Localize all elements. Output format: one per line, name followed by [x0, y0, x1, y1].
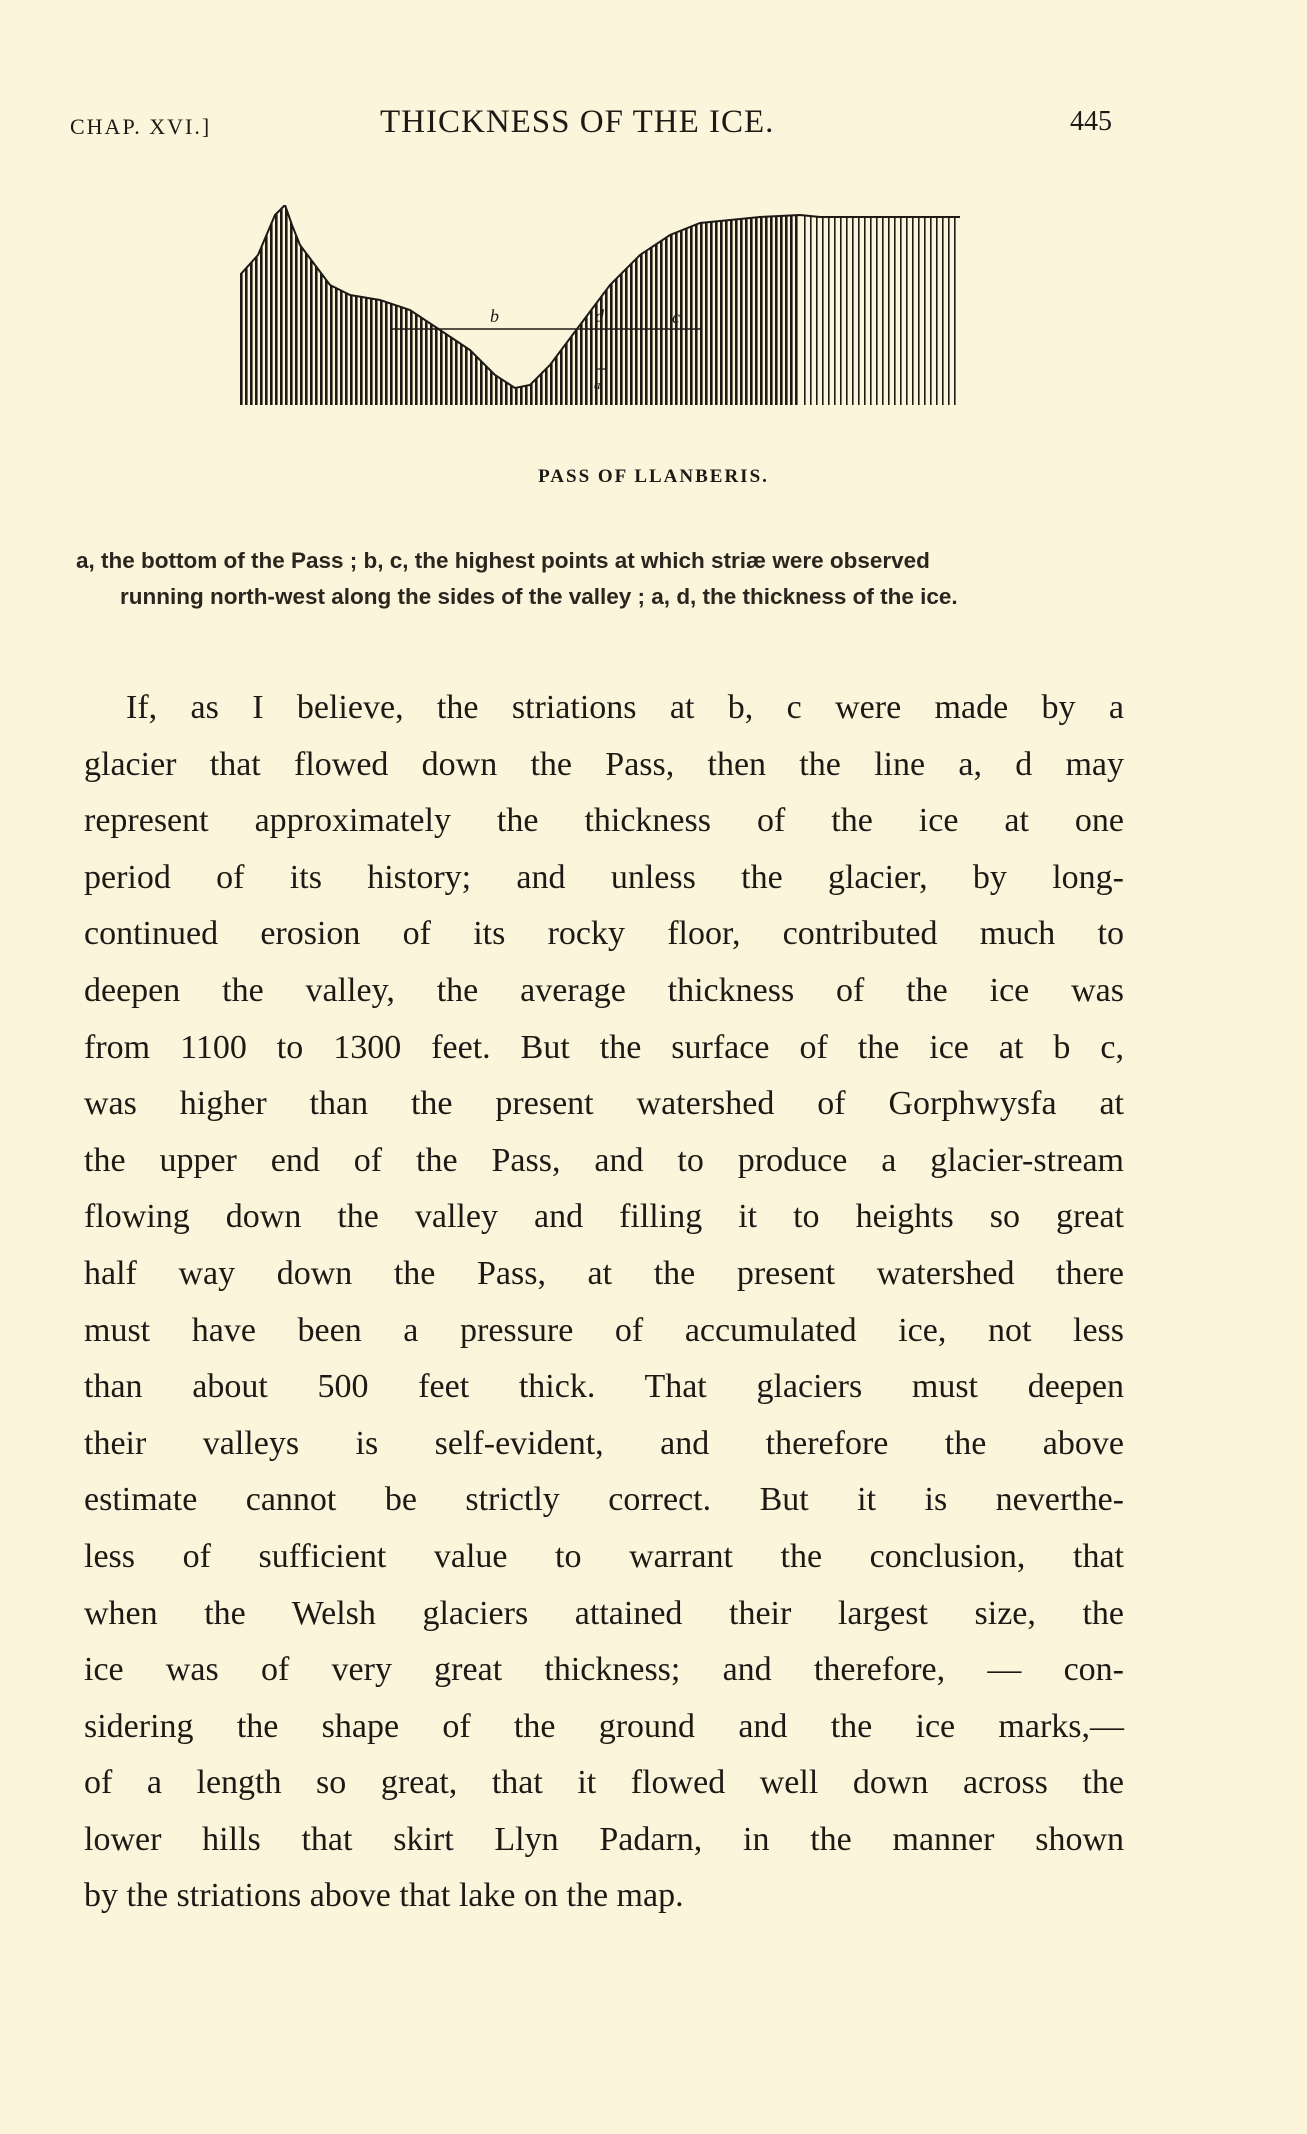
label-b: b: [490, 306, 499, 326]
label-c: c: [672, 307, 680, 327]
body-line: must have been a pressure of accumulated ice, not less: [84, 1311, 1124, 1349]
body-line: deepen the valley, the average thickness of the ice was: [84, 971, 1124, 1009]
valley-cross-section-drawing: [240, 205, 970, 435]
label-a: a: [594, 377, 601, 392]
body-line: of a length so great, that it flowed well down across the: [84, 1764, 1124, 1802]
body-line: their valleys is self-evident, and therefore the above: [84, 1424, 1124, 1462]
body-line: lower hills that skirt Llyn Padarn, in the manner shown: [84, 1820, 1124, 1858]
body-line: ice was of very great thickness; and therefore, — con-: [84, 1651, 1124, 1689]
body-line: glacier that flowed down the Pass, then the line a, d may: [84, 745, 1124, 783]
caption-line-1: a, the bottom of the Pass ; b, c, the highest points at which striæ were observed: [76, 548, 930, 573]
body-line: If, as I believe, the striations at b, c were made by a: [126, 689, 1124, 726]
body-line: sidering the shape of the ground and the ice marks,—: [84, 1707, 1124, 1745]
body-line: from 1100 to 1300 feet. But the surface of the ice at b c,: [84, 1028, 1124, 1066]
body-line: period of its history; and unless the glacier, by long-: [84, 858, 1124, 896]
body-line: was higher than the present watershed of Gorphwysfa at: [84, 1085, 1124, 1123]
chapter-marker: CHAP. XVI.]: [70, 114, 212, 139]
running-title: THICKNESS OF THE ICE.: [380, 104, 775, 140]
caption-line-2: running north-west along the sides of the valley ; a, d, the thickness of the ice.: [120, 584, 958, 609]
body-line: half way down the Pass, at the present watershed there: [84, 1254, 1124, 1292]
figure-title: PASS OF LLANBERIS.: [538, 466, 769, 487]
figure-caption: [76, 543, 1126, 615]
running-head: [70, 104, 1112, 144]
body-line: by the striations above that lake on the map.: [84, 1877, 684, 1915]
body-line: than about 500 feet thick. That glaciers must deepen: [84, 1368, 1124, 1406]
valley-cross-section-figure: [240, 205, 970, 435]
body-paragraph: [84, 680, 1124, 1925]
body-line: the upper end of the Pass, and to produce a glacier-stream: [84, 1141, 1124, 1179]
body-line: estimate cannot be strictly correct. But it is neverthe-: [84, 1481, 1124, 1519]
body-line: less of sufficient value to warrant the conclusion, that: [84, 1537, 1124, 1575]
body-line: represent approximately the thickness of the ice at one: [84, 802, 1124, 840]
label-d: d: [595, 306, 604, 326]
page-number: 445: [1070, 106, 1112, 137]
body-line: when the Welsh glaciers attained their largest size, the: [84, 1594, 1124, 1632]
body-line: flowing down the valley and filling it to heights so great: [84, 1198, 1124, 1236]
body-line: continued erosion of its rocky floor, contributed much to: [84, 915, 1124, 953]
